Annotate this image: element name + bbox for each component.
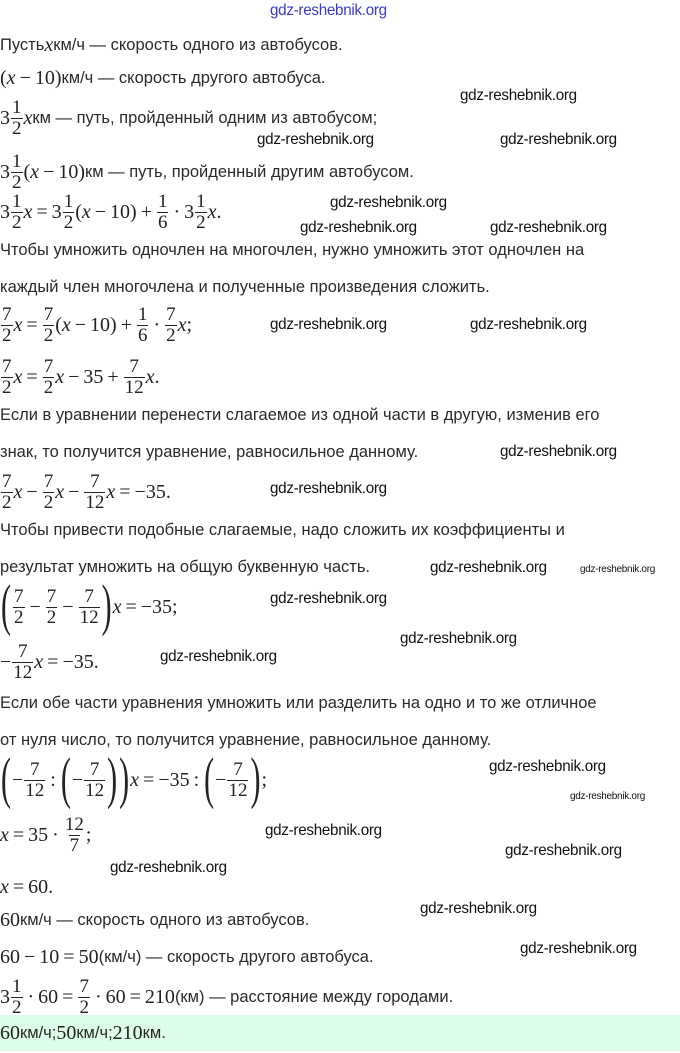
text-segment: результат умножить на общую буквенную часть. [0,557,371,576]
math-variable: x [0,823,9,846]
math-segment: = −35. [115,480,171,503]
math-segment: ; [186,313,193,336]
watermark: gdz-reshebnik.org [270,590,387,607]
fraction-denominator: 2 [14,606,24,628]
fraction-numerator: 7 [90,470,100,492]
solution-line [0,432,418,472]
math-segment: − 35 + [64,365,123,388]
fraction [124,357,145,398]
fraction-denominator: 12 [79,606,99,628]
solution-line [0,305,192,345]
watermark: gdz-reshebnik.org [420,900,537,917]
solution-line [0,815,91,855]
math-segment: − [12,768,24,791]
text-segment: км. [142,1023,166,1042]
math-segment: = 3 [32,200,62,223]
math-variable: x [34,650,44,673]
solution-line [0,395,599,435]
fraction [13,587,25,628]
fraction-numerator: 7 [2,355,12,377]
watermark: gdz-reshebnik.org [570,790,646,802]
text-segment: км/ч — скорость одного из автобусов. [20,910,310,929]
fraction-numerator: 1 [63,190,74,212]
math-segment: ( [55,313,62,336]
solution-line [0,357,160,397]
fraction-numerator: 7 [233,758,243,780]
text-segment: каждый член многочлена и полученные произведения сложить. [0,277,490,296]
fraction [165,305,177,346]
watermark: gdz-reshebnik.org [400,630,517,647]
fraction [11,977,23,1018]
math-segment: 3 [0,160,10,183]
fraction-denominator: 7 [69,834,80,856]
fraction-denominator: 2 [12,996,22,1018]
solution-line [0,977,453,1017]
watermark: gdz-reshebnik.org [470,316,587,333]
watermark: gdz-reshebnik.org [300,219,417,236]
math-variable: x [13,480,23,503]
fraction [195,192,207,233]
fraction-denominator: 12 [85,779,105,801]
watermark: gdz-reshebnik.org [270,480,387,497]
fraction [157,192,169,233]
fraction-numerator: 12 [64,813,84,835]
math-variable: x [207,200,217,223]
math-variable: x [23,200,33,223]
math-segment: = −35 : [139,768,204,791]
fraction-denominator: 2 [63,211,74,233]
math-variable: x [145,365,155,388]
math-variable: x [30,160,40,183]
fraction-denominator: 12 [228,779,248,801]
fraction-denominator: 12 [124,376,144,398]
math-variable: x [130,768,140,791]
solution-line [0,472,171,512]
watermark: gdz-reshebnik.org [490,219,607,236]
math-segment: 210 [112,1021,143,1044]
fraction-denominator: 2 [12,171,22,193]
answer-line [0,1013,166,1053]
fraction-numerator: 7 [129,355,139,377]
fraction-numerator: 7 [89,758,100,780]
math-variable: x [112,595,122,618]
math-variable: x [13,313,23,336]
math-segment: − [71,768,84,791]
text-segment: км/ч; [76,1023,113,1042]
text-segment: Чтобы умножить одночлен на многочлен, нужно умножить этот одночлен на [0,240,585,259]
fraction-denominator: 12 [85,491,105,513]
fraction-denominator: 2 [43,491,54,513]
solution-line [0,574,178,638]
fraction-denominator: 2 [2,376,12,398]
fraction-denominator: 2 [46,606,57,628]
math-segment: · 60 = 210 [90,985,175,1008]
math-segment: 3 [0,106,10,129]
fraction [43,472,55,513]
math-segment: − 10) + [70,313,136,336]
fraction-numerator: 1 [12,975,22,997]
fraction [11,192,23,233]
text-segment: от нуля число, то получится уравнение, равносильное данному. [0,730,492,749]
fraction-numerator: 7 [14,585,24,607]
fraction [12,642,33,683]
math-segment: − 10) [39,160,86,183]
fraction-denominator: 6 [157,211,168,233]
math-variable: x [55,365,65,388]
fraction-denominator: 12 [13,661,33,683]
text-segment: км/ч — скорость другого автобуса. [61,68,326,87]
math-segment: 60 [0,1021,20,1044]
solution-line [0,747,268,811]
watermark: gdz-reshebnik.org [489,758,606,775]
fraction-numerator: 7 [18,640,28,662]
text-segment: Чтобы привести подобные слагаемые, надо сложить их коэффициенты и [0,520,565,539]
fraction-numerator: 7 [166,303,176,325]
math-segment: 60 − 10 = 50 [0,945,99,968]
solution-line [0,510,565,550]
math-segment: · 3 [169,200,195,223]
solution-line [0,267,490,307]
fraction [11,152,23,193]
watermark: gdz-reshebnik.org [430,559,547,576]
text-segment: (км) — расстояние между городами. [174,987,454,1006]
fraction-numerator: 7 [79,975,89,997]
math-variable: x [13,365,23,388]
math-segment: ( [75,200,82,223]
fraction [64,815,85,856]
watermark: gdz-reshebnik.org [110,859,227,876]
fraction-denominator: 2 [166,324,176,346]
math-variable: x [44,33,54,56]
fraction-numerator: 7 [43,303,54,325]
math-paren: ) [119,747,130,811]
math-paren: ( [1,747,11,811]
math-segment: 3 [0,200,10,223]
math-variable: x [61,313,71,336]
math-variable: x [177,313,187,336]
math-segment: . [154,365,160,388]
math-segment: 60 [0,908,20,931]
watermark: gdz-reshebnik.org [520,940,637,957]
solution-line [0,58,326,98]
solution-line [0,547,370,587]
watermark: gdz-reshebnik.org [500,131,617,148]
fraction-denominator: 2 [79,996,89,1018]
watermark: gdz-reshebnik.org [270,316,387,333]
text-segment: Пусть [0,35,45,54]
fraction-denominator: 6 [137,324,148,346]
fraction-numerator: 1 [137,303,148,325]
fraction-numerator: 7 [84,585,94,607]
fraction [84,472,105,513]
fraction [79,587,100,628]
math-segment: − [0,650,12,673]
fraction-numerator: 1 [12,190,22,212]
fraction-denominator: 2 [12,211,22,233]
math-variable: x [106,480,116,503]
fraction [1,357,13,398]
fraction-numerator: 1 [196,190,206,212]
math-variable: x [0,875,9,898]
fraction-denominator: 12 [25,779,45,801]
math-variable: x [81,200,91,223]
math-segment: − [64,480,84,503]
math-segment: . [216,200,222,223]
fraction-numerator: 7 [43,355,54,377]
fraction [11,98,23,139]
fraction-numerator: 7 [46,585,57,607]
fraction-denominator: 2 [2,324,12,346]
solution-line [0,192,222,232]
math-segment: · [149,313,165,336]
fraction-numerator: 7 [30,758,40,780]
fraction-numerator: 7 [2,303,12,325]
math-segment: ( [23,160,31,183]
watermark: gdz-reshebnik.org [265,822,382,839]
fraction-denominator: 2 [43,376,54,398]
fraction [84,760,105,801]
fraction [46,587,58,628]
math-variable: x [23,106,33,129]
fraction [78,977,90,1018]
watermark: gdz-reshebnik.org [460,87,577,104]
math-paren: ) [107,747,118,811]
watermark-header: gdz-reshebnik.org [270,2,387,19]
math-segment: − 10) [15,66,62,89]
fraction-numerator: 1 [12,150,22,172]
math-segment: = [22,365,42,388]
fraction [1,472,13,513]
text-segment: Если в уравнении перенести слагаемое из одной части в другую, изменив его [0,405,600,424]
watermark: gdz-reshebnik.org [257,131,374,148]
fraction-numerator: 7 [43,470,54,492]
math-segment: = [22,313,42,336]
text-segment: Если обе части уравнения умножить или разделить на одно и то же отличное [0,693,597,712]
text-segment: км/ч — скорость одного из автобусов. [53,35,343,54]
watermark: gdz-reshebnik.org [580,563,656,575]
watermark: gdz-reshebnik.org [160,648,277,665]
math-paren: ( [60,747,71,811]
math-segment: − [58,595,78,618]
fraction-numerator: 1 [157,190,168,212]
math-paren: ) [250,747,261,811]
math-segment: − [215,768,227,791]
fraction-denominator: 2 [43,324,54,346]
text-segment: км — путь, пройденный одним из автобусом; [32,108,378,127]
fraction [43,357,55,398]
math-segment: − [25,595,45,618]
math-segment: · 60 = [23,985,78,1008]
math-segment: ( [0,66,7,89]
math-paren: ( [1,574,11,638]
fraction [1,305,13,346]
math-segment: − [22,480,42,503]
math-variable: x [55,480,65,503]
fraction-denominator: 2 [12,117,22,139]
math-segment: ; [85,823,92,846]
math-segment: = −35. [43,650,99,673]
math-segment: = −35; [121,595,178,618]
fraction [137,305,149,346]
fraction-denominator: 2 [196,211,206,233]
watermark: gdz-reshebnik.org [330,194,447,211]
math-paren: ( [204,747,215,811]
solution-line [0,683,597,723]
solution-line [0,937,374,977]
solution-line [0,642,99,682]
solution-line [0,152,414,192]
math-segment: − 10) + [90,200,156,223]
watermark: gdz-reshebnik.org [500,443,617,460]
text-segment: знак, то получится уравнение, равносильное данному. [0,442,419,461]
math-segment: = 60. [8,875,54,898]
fraction [43,305,55,346]
math-variable: x [6,66,16,89]
fraction-numerator: 1 [12,96,22,118]
math-paren: ) [101,574,112,638]
fraction [24,760,45,801]
math-segment: ; [261,768,268,791]
solution-line [0,900,309,940]
math-segment: 50 [56,1021,77,1044]
fraction [227,760,248,801]
fraction [63,192,75,233]
fraction-numerator: 7 [2,470,12,492]
text-segment: км — путь, пройденный другим автобусом. [85,162,414,181]
text-segment: (км/ч) — скорость другого автобуса. [98,947,374,966]
text-segment: км/ч; [20,1023,57,1042]
math-segment: 3 [0,985,10,1008]
math-segment: : [46,768,60,791]
solution-line [0,720,491,760]
watermark: gdz-reshebnik.org [505,842,622,859]
fraction-denominator: 2 [2,491,12,513]
math-segment: = 35 · [8,823,63,846]
